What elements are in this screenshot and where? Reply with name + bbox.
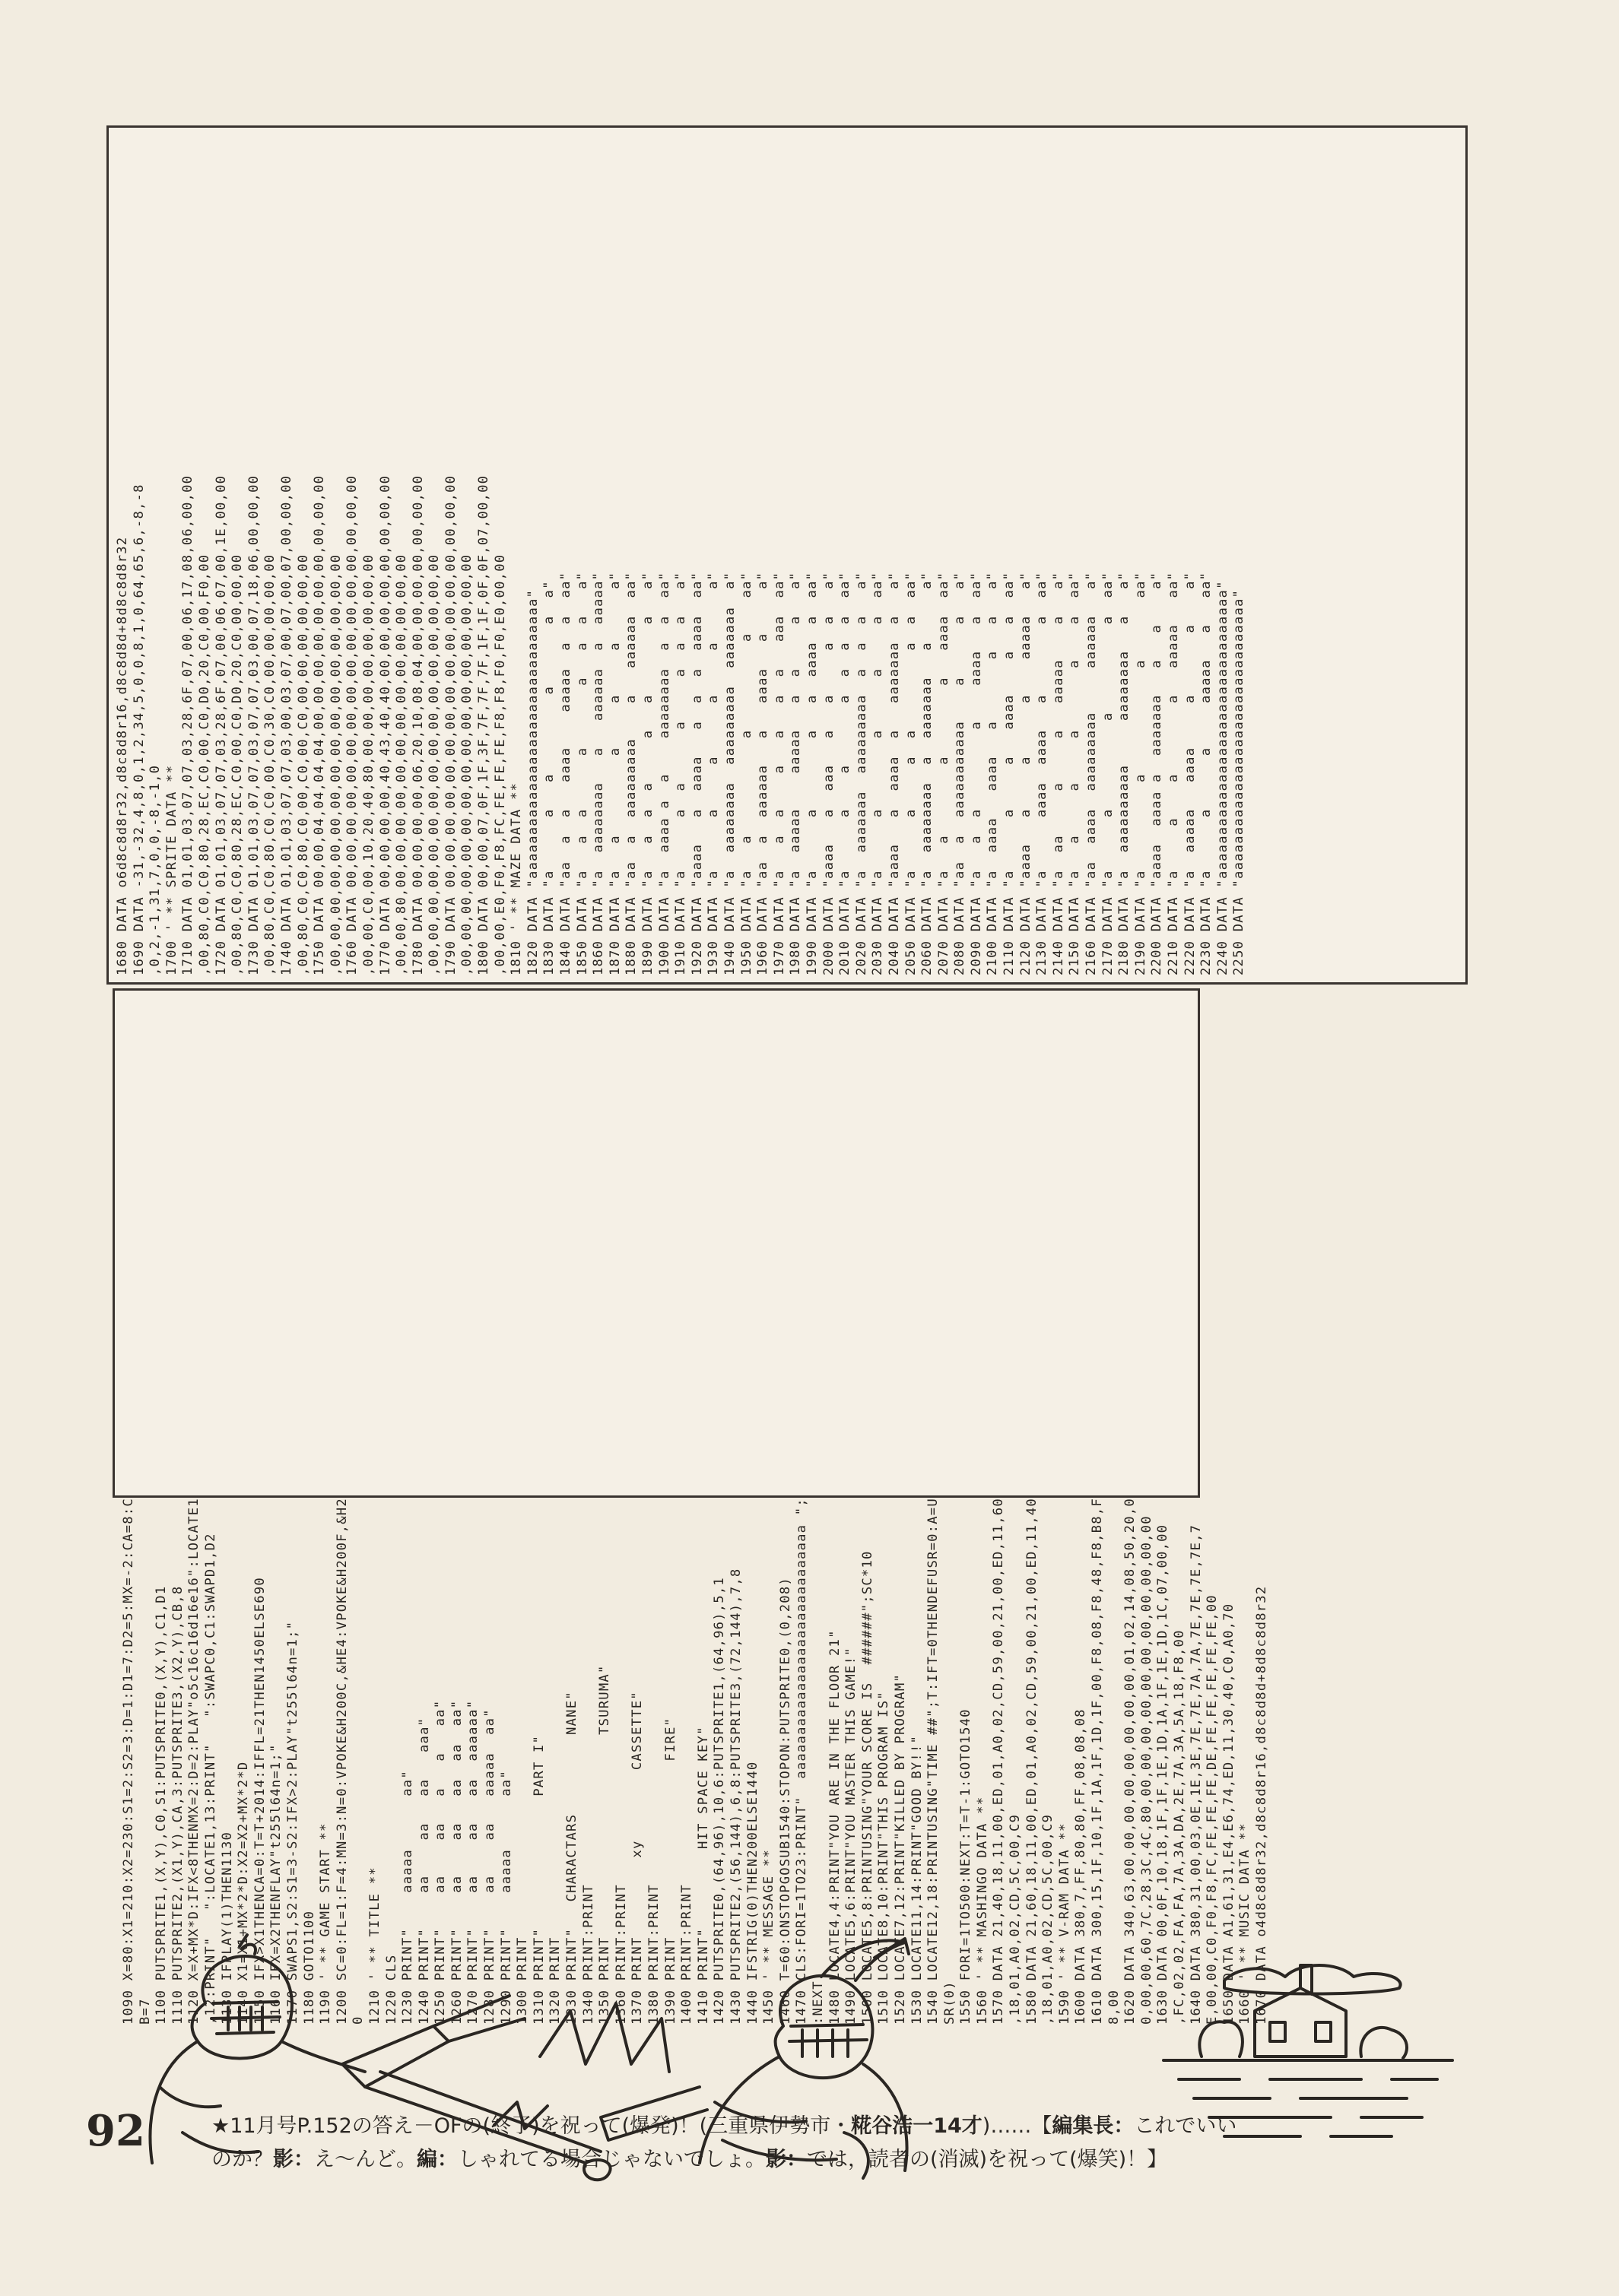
- code-line: 1870 DATA "a a a a a a": [607, 571, 623, 975]
- caption-text: のか？: [211, 2148, 273, 2171]
- caption-text: )……【: [982, 2114, 1052, 2138]
- code-line: 1180 GOTO1100: [301, 1910, 317, 2025]
- code-line: ,00,00,00,00,00,00,00,00,00,00,00,00,00,00,00,00: [427, 553, 443, 975]
- code-line: 1650 DATA A1,61,31,E4,E6,74,ED,11,30,40,C0,A0,70: [1221, 1603, 1236, 2025]
- code-line: 2210 DATA "a a a a aaaaa aa": [1166, 571, 1181, 975]
- caption-text: では，読者の(消滅)を祝って(爆笑)！】: [807, 2148, 1168, 2171]
- code-line: 1560 ' ** MASHINGO DATA **: [974, 1796, 990, 2025]
- code-line: 1090 X=80:X1=210:X2=230:S1=2:S2=3:D=1:D1=7:D2=5:MX=-2:CA=8:C: [121, 1498, 136, 2025]
- code-line: 2140 DATA "a aa a a aaaaa a a": [1050, 571, 1066, 975]
- code-line: 2030 DATA "a a a a a aa": [870, 571, 886, 975]
- code-line: 1800 DATA 00,00,07,0F,1F,3F,7F,7F,7F,1F,1F,0F,0F,07,00,00: [476, 474, 492, 975]
- code-line: 1480 LOCATE4,4:PRINT"YOU ARE IN THE FLOOR 21": [827, 1629, 843, 2025]
- code-line: 1120 X=X+MX*D:IFX<8THENMX=2:D=2:PLAY"o5c16c16d16e16":LOCATE1: [186, 1498, 202, 2025]
- code-line: 1250 PRINT" aa aa a a aa": [433, 1699, 449, 2025]
- code-line: 2060 DATA "a aaaaaaaa a aaaaaaa a a": [919, 571, 935, 975]
- code-line: 1580 DATA 21,60,18,11,00,ED,01,A0,02,CD,59,00,21,00,ED,11,40: [1024, 1498, 1040, 2025]
- code-line: ,00,80,C0,C0,80,28,EC,C0,00,C0,D0,20,C0,00,F0,00: [196, 553, 212, 975]
- code-line: 2050 DATA "a a a a a a aa": [903, 571, 919, 975]
- code-line: 1260 PRINT" aa aa aa aa aa": [449, 1699, 465, 2025]
- code-line: 1920 DATA "aaaa a aaaa a a a aaaa aa": [689, 571, 705, 975]
- code-line: 1450 ' ** MESSAGE **: [761, 1849, 777, 2025]
- code-line: 1710 DATA 01,01,03,07,07,03,28,6F,07,00,06,17,08,06,00,00: [180, 474, 196, 975]
- code-line: 1700 ' ** SPRITE DATA **: [163, 764, 179, 975]
- code-line: 1670 DATA o4d8c8d8r32,d8c8d8r16,d8c8d8d+8d8c8d8r32: [1253, 1585, 1269, 2025]
- code-line: 1200 SC=0:FL=1:F=4:MN=3:N=0:VPOKE&H200C,&HE4:VPOKE&H200F,&H2: [334, 1498, 350, 2025]
- code-line: 1510 LOCATE8,10:PRINT"THIS PROGRAM IS": [876, 1691, 892, 2025]
- code-line: ,00,00,80,00,00,00,00,00,00,00,00,00,00,00,00,00: [394, 553, 410, 975]
- code-line: 1380 PRINT:PRINT: [646, 1884, 662, 2025]
- code-line: 1160 IFX=X2THENFLAY"t255l64n=1;": [268, 1743, 284, 2025]
- code-line: 1320 PRINT: [548, 1936, 563, 2025]
- code-line: 2080 DATA "aa a aaaaaaaaaaa a a a": [952, 571, 968, 975]
- code-line: 1530 LOCATE11,14:PRINT"GOOD BY!!": [909, 1734, 925, 2025]
- code-line: 1430 PUTSPRITE2,(56,144),6,8:PUTSPRITE3,(72,144),7,8: [728, 1568, 744, 2025]
- caption-speaker-tag: 影：: [766, 2148, 807, 2171]
- code-line: 1170 SWAPS1,S2:S1=3-S2:IFX>2:PLAY"t255l64n=1;": [284, 1620, 300, 2025]
- code-line: 2200 DATA "aaaa aaaa a aaaaaaa a a a": [1149, 571, 1165, 975]
- code-line: 1520 LOCATE7,12:PRINT"KILLED BY PROGRAM": [892, 1673, 908, 2025]
- code-line: ,12:PRINT" ":LOCATE1,13:PRINT" ":SWAPC0,C1:SWAPD1,D2: [202, 1533, 218, 2025]
- code-line: 2220 DATA "a aaaaa aaaa a a a": [1182, 571, 1198, 975]
- code-line: 0: [351, 2015, 367, 2025]
- code-line: 1760 DATA 00,00,00,00,00,00,00,00,00,00,00,00,00,00,00,00: [344, 474, 360, 975]
- code-line: 1310 PRINT" PART I": [531, 1734, 547, 2025]
- code-line: 1290 PRINT" aaaaa aa": [498, 1770, 514, 2025]
- code-line: 1690 DATA -31,-32,4,8,0,1,2,34,5,0,0,8,1,0,64,65,6,-8,-8: [131, 484, 147, 975]
- code-line: 1980 DATA "a aaaaa aaaaa a a a a": [788, 571, 804, 975]
- code-line: 2040 DATA "aaaa a aaaa a aaaaaaa a a": [886, 571, 902, 975]
- code-line: 1230 PRINT" aaaaa aa": [400, 1770, 416, 2025]
- code-line: B=7: [137, 1998, 153, 2025]
- caption-text: ★11月号P.152の答え－OFの(終了)を祝って(爆発)！(三重県伊勢市・: [211, 2114, 852, 2138]
- code-line: 2240 DATA "aaaaaaaaaaaaaaaaaaaaaaaaaaaaaaaaa": [1214, 580, 1230, 975]
- code-line: 2150 DATA "a a a a a a aa": [1067, 571, 1083, 975]
- code-line: 1210 ' ** TITLE **: [367, 1866, 383, 2025]
- code-line: 1440 IFSTRIG(0)THEN200ELSE1440: [744, 1761, 760, 2025]
- code-line: 1110 PUTSPRITE2,(X1,Y),CA,3:PUTSPRITE3,(X2,Y),CB,8: [170, 1585, 186, 2025]
- code-line: 1220 CLS: [383, 1954, 399, 2025]
- code-line: 1820 DATA "aaaaaaaaaaaaaaaaaaaaaaaaaaaaaaaa": [525, 588, 541, 975]
- code-line: SR(0): [941, 1980, 957, 2025]
- code-line: 1970 DATA "a a a a a a a aaa aa": [771, 571, 787, 975]
- code-line: 1810 ' ** MAZE DATA **: [509, 782, 525, 975]
- code-line: 1550 FORI=1TO500:NEXT:T=T-1:GOTO1540: [958, 1708, 974, 2025]
- code-line: 1600 DATA 380,7,FF,80,80,FF,08,08,08: [1073, 1708, 1089, 2025]
- page-number: 92: [86, 2106, 145, 2156]
- code-line: 1930 DATA "a a a a a a": [706, 571, 722, 975]
- code-line: 1570 DATA 21,40,18,11,00,ED,01,A0,02,CD,59,00,21,00,ED,11,60: [991, 1498, 1007, 2025]
- code-line: ,00,00,E0,F0,F8,FC,FE,FE,FE,F8,F8,F0,F0,E0,00,00: [492, 553, 508, 975]
- code-line: 1540 LOCATE12,18:PRINTUSING"TIME ##";T:IFT=0THENDEFUSR=0:A=U: [925, 1498, 941, 2025]
- code-line: 1420 PUTSPRITE0,(64,96),10,6:PUTSPRITE1,(64,96),5,1: [712, 1577, 728, 2025]
- code-line: 1740 DATA 01,01,03,07,07,03,00,03,07,00,07,00,07,00,00,00: [278, 474, 294, 975]
- code-line: 1270 PRINT" aa aa aa aaaaaa": [465, 1699, 481, 2025]
- listing-panel-left: [113, 988, 1269, 2025]
- code-line: 1410 PRINT" HIT SPACE KEY": [695, 1726, 711, 2025]
- code-line: 1900 DATA "a aaaa a a aaaaaaaa a a aa": [656, 571, 672, 975]
- code-line: 1280 PRINT" aa aa aaaaa aa": [482, 1708, 498, 2025]
- code-line: 1460 T=60:ONSTOPGOSUB1540:STOPON:PUTSPRITE0,(0,208): [777, 1577, 793, 2025]
- code-line: 1880 DATA "aa a aaaaaaaaa a aaaaaa aa": [624, 571, 640, 975]
- code-line: 1390 PRINT FIRE": [662, 1717, 678, 2025]
- code-line: ,00,00,00,00,00,00,00,00,00,00,00,00,00,00,00,00: [459, 553, 475, 975]
- code-line: ,18,01,A0,02,CD,5C,00,C9: [1008, 1813, 1024, 2025]
- caption-line-1: [211, 2110, 1459, 2143]
- code-line: 2170 DATA "a a a a aa": [1100, 571, 1116, 975]
- code-line: 2230 DATA "a a a aaaaa a aa": [1198, 571, 1214, 975]
- code-line: 2010 DATA "a a a a a a a aa": [837, 571, 853, 975]
- code-line: 1770 DATA 00,00,00,00,40,43,40,40,00,00,00,00,00,00,00,00: [377, 474, 393, 975]
- code-line: 1960 DATA "aa a aaaaaa a aaaa a a": [755, 571, 771, 975]
- caption-speaker-tag: 影：: [273, 2148, 314, 2171]
- code-line: 1370 PRINT xy CASSETTE": [630, 1691, 646, 2025]
- caption-text: しゃれてる場合じゃないでしょ。: [458, 2148, 766, 2171]
- caption-editor-tag: 編集長：: [1052, 2114, 1135, 2138]
- code-line: ,00,00,C0,00,10,20,40,80,00,00,00,00,00,00,00,00: [360, 553, 376, 975]
- listing-panel-right: [106, 125, 1468, 985]
- caption-text: え～んど。: [314, 2148, 417, 2171]
- code-line: 2100 DATA "a aaaa aaaa a a a a": [985, 571, 1001, 975]
- code-line: 2250 DATA "aaaaaaaaaaaaaaaaaaaaaaaaaaaaaaaa": [1231, 588, 1247, 975]
- code-line: 1330 PRINT" CHARACTARS NANE": [564, 1691, 580, 2025]
- code-line: 1780 DATA 00,00,00,00,06,20,10,08,04,00,00,00,00,00,00,00: [410, 474, 426, 975]
- code-line: 1590 ' ** V-RAM DATA **: [1056, 1822, 1072, 2025]
- code-line: 1350 PRINT TSURUMA": [597, 1664, 613, 2025]
- code-line: 1190 ' ** GAME START **: [318, 1822, 334, 2025]
- code-line: ,00,80,C0,C0,80,C0,00,C0,00,C0,00,00,00,00,00,00: [295, 553, 311, 975]
- code-line: 2070 DATA "a a a a aaaa aa": [935, 571, 951, 975]
- code-line: 1850 DATA "a a a a a a a a": [574, 571, 590, 975]
- basic-listing-left: [121, 998, 1271, 2025]
- code-line: 1140 X1=X1+MX*2*D:X2=X2+MX*2*D: [236, 1761, 252, 2025]
- code-line: 1130 IFPLAY(1)THEN1130: [219, 1831, 235, 2025]
- caption-speaker-tag: 編：: [417, 2148, 458, 2171]
- code-line: 2020 DATA "a aaaaaaa aaaaaaaaa a a a a": [853, 571, 869, 975]
- code-line: 1730 DATA 01,01,03,07,07,03,07,07,03,00,07,18,06,00,00,00: [246, 474, 262, 975]
- basic-listing-right: [115, 132, 1248, 975]
- code-line: 2110 DATA "a a a aaaa a a aa": [1002, 571, 1017, 975]
- code-line: 1890 DATA "a a a a a a a a": [640, 571, 656, 975]
- code-line: 2120 DATA "aaaa a a a aaaaa a": [1017, 571, 1033, 975]
- code-line: 1910 DATA "a a a a a a a a": [673, 571, 689, 975]
- code-line: 2130 DATA "a aaaa aaaa a a aa": [1034, 571, 1050, 975]
- code-line: ,00,00,00,00,00,00,00,00,00,00,00,00,00,00,00,00: [328, 553, 344, 975]
- code-line: 1470 CLS:FORI=1TO23:PRINT" aaaaaaaaaaaaaaaaaaaaaaaaaaaaa ";: [794, 1498, 810, 2025]
- code-line: 2180 DATA "a aaaaaaaaaa aaaaaaaa a a": [1116, 571, 1132, 975]
- code-line: 1720 DATA 01,01,03,07,07,03,28,6F,07,00,06,07,00,1E,00,00: [213, 474, 229, 975]
- code-line: 1860 DATA "a aaaaaaaa a aaaaaa a aaaaa": [591, 571, 607, 975]
- code-line: 2190 DATA "a a a aa": [1132, 571, 1148, 975]
- code-line: 1340 PRINT:PRINT: [580, 1884, 596, 2025]
- code-line: 8,00: [1106, 1989, 1122, 2025]
- code-line: 2160 DATA "aa aaaa aaaaaaaaa aaaaaa a": [1084, 571, 1100, 975]
- code-line: 1100 PUTSPRITE1,(X,Y),C0,S1:PUTSPRITE0,(X,Y),C1,D1: [154, 1585, 170, 2025]
- code-line: 1630 DATA 00,0F,10,18,1F,1F,1E,1D,1A,1F,1E,1D,1C,07,00,00: [1155, 1524, 1171, 2025]
- caption-line-2: [211, 2143, 1459, 2177]
- code-line: 1750 DATA 00,00,04,04,04,04,00,00,00,00,00,00,00,00,00,00: [312, 474, 328, 975]
- code-line: 1940 DATA "a aaaaaaaa aaaaaaaaa aaaaaaa a": [722, 571, 738, 975]
- reader-caption: [211, 2110, 1459, 2177]
- code-line: E,00,00,C0,F0,F8,FC,FE,FE,FE,DE,FE,FE,FE,FE,FE,00: [1205, 1594, 1221, 2025]
- code-line: 1620 DATA 340,63,00,00,00,00,00,00,00,00,01,02,14,08,50,20,0: [1122, 1498, 1138, 2025]
- code-line: ,18,01,A0,02,CD,5C,00,C9: [1040, 1813, 1056, 2025]
- code-line: 1610 DATA 300,15,1F,10,1F,1A,1F,1D,1F,00,F8,08,F8,48,F8,B8,F: [1090, 1498, 1106, 2025]
- code-line: 1840 DATA "aa a a aaaa aaaaa a a aa": [558, 571, 574, 975]
- code-line: 1400 PRINT:PRINT: [679, 1884, 695, 2025]
- code-line: 1790 DATA 00,00,00,00,00,00,00,00,00,00,00,00,00,00,00,00: [443, 474, 459, 975]
- caption-author: 糀谷浩一14才: [851, 2114, 983, 2138]
- code-line: ,00,80,C0,C0,80,28,EC,C0,00,C0,D0,20,C0,00,00,00: [230, 553, 246, 975]
- code-line: 1490 LOCATE5,6:PRINT"YOU MASTER THIS GAME!": [843, 1647, 859, 2025]
- code-line: 1680 DATA o6d8c8d8r32,d8c8d8r16,d8c8d8d+8d8c8d8r32: [115, 536, 130, 975]
- code-line: :NEXT: [810, 1980, 826, 2025]
- code-line: 1990 DATA "a a a a aaaa a aa": [804, 571, 820, 975]
- code-line: ,FC,02,02,FA,FA,7A,3A,DA,2E,7A,3A,5A,18,F8,00: [1172, 1629, 1187, 2025]
- code-line: 1660 ' ** MUSIC DATA **: [1237, 1822, 1253, 2025]
- code-line: 1240 PRINT" aa aa aa aaa": [416, 1717, 432, 2025]
- code-line: 2000 DATA "aaaa a aaa a a a a a": [821, 571, 836, 975]
- code-line: ,00,80,C0,C0,80,C0,C0,00,C0,30,C0,00,00,00,00,00: [262, 553, 278, 975]
- code-line: 1640 DATA 380,31,00,03,0E,1E,3E,7E,7E,7A,7A,7E,7E,7E,7E,7: [1188, 1524, 1204, 2025]
- code-line: 1500 LOCATE5,8:PRINTUSING"YOUR SCORE IS ######";SC*10: [859, 1550, 875, 2025]
- code-line: 1150 IFX>X1THENCA=0:T=T+2014:IFFL=21THEN1450ELSE690: [252, 1577, 268, 2025]
- code-line: 2090 DATA "a a a a aaaa a aa": [968, 571, 984, 975]
- code-line: 0,00,00,60,7C,28,3C,4C,80,00,00,00,00,00,00,00,00,00,00,00: [1138, 1515, 1154, 2025]
- code-line: 1830 DATA "a a a a a a": [541, 580, 557, 975]
- caption-text: これでいい: [1134, 2114, 1237, 2138]
- code-line: 1950 DATA "a a a a aa": [738, 571, 754, 975]
- code-line: ,0,2,-1,31,7,0,0,-8,-1,0: [148, 764, 163, 975]
- code-line: 1300 PRINT: [515, 1936, 531, 2025]
- code-line: 1360 PRINT:PRINT: [613, 1884, 629, 2025]
